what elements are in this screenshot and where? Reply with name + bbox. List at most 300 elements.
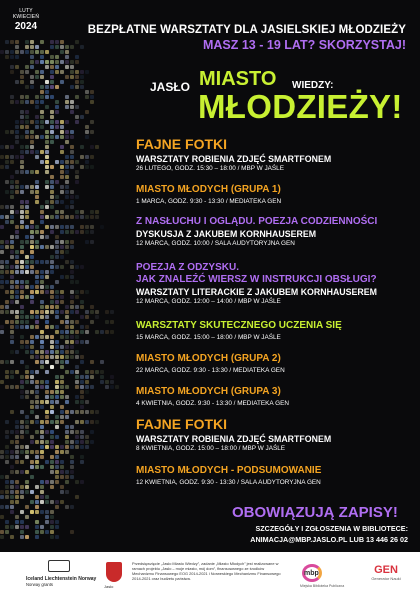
mosaic-pixel: [30, 100, 34, 104]
mosaic-pixel: [30, 465, 34, 469]
mosaic-pixel: [25, 240, 29, 244]
mosaic-pixel: [5, 50, 9, 54]
logo-wiedzy: WIEDZY:: [292, 80, 334, 91]
mosaic-pixel: [5, 420, 9, 424]
mosaic-pixel: [60, 355, 64, 359]
mosaic-pixel: [45, 440, 49, 444]
mosaic-pixel: [110, 375, 114, 379]
mosaic-pixel: [80, 445, 84, 449]
mosaic-pixel: [45, 370, 49, 374]
mosaic-pixel: [45, 145, 49, 149]
mosaic-pixel: [65, 215, 69, 219]
mosaic-pixel: [5, 485, 9, 489]
mosaic-pixel: [75, 75, 79, 79]
mosaic-pixel: [45, 150, 49, 154]
mosaic-pixel: [65, 225, 69, 229]
mosaic-pixel: [35, 390, 39, 394]
mosaic-pixel: [75, 340, 79, 344]
mosaic-pixel: [40, 280, 44, 284]
mosaic-pixel: [25, 395, 29, 399]
mosaic-pixel: [85, 440, 89, 444]
mosaic-pixel: [0, 250, 4, 254]
mosaic-pixel: [70, 505, 74, 509]
mosaic-pixel: [60, 380, 64, 384]
mosaic-pixel: [40, 210, 44, 214]
mosaic-pixel: [15, 370, 19, 374]
mosaic-pixel: [10, 410, 14, 414]
mosaic-pixel: [20, 310, 24, 314]
mosaic-pixel: [75, 120, 79, 124]
mosaic-pixel: [35, 320, 39, 324]
mosaic-pixel: [20, 445, 24, 449]
mosaic-pixel: [55, 400, 59, 404]
mosaic-pixel: [45, 355, 49, 359]
mosaic-pixel: [15, 140, 19, 144]
mosaic-pixel: [25, 235, 29, 239]
mosaic-pixel: [25, 145, 29, 149]
mosaic-pixel: [45, 160, 49, 164]
mosaic-pixel: [20, 165, 24, 169]
mosaic-pixel: [85, 315, 89, 319]
mosaic-pixel: [65, 190, 69, 194]
mosaic-pixel: [10, 325, 14, 329]
mosaic-pixel: [85, 310, 89, 314]
mosaic-pixel: [65, 350, 69, 354]
mosaic-pixel: [10, 50, 14, 54]
mosaic-pixel: [40, 465, 44, 469]
mosaic-pixel: [15, 290, 19, 294]
mosaic-pixel: [35, 105, 39, 109]
mosaic-pixel: [10, 335, 14, 339]
mosaic-pixel: [65, 490, 69, 494]
mosaic-pixel: [50, 305, 54, 309]
mosaic-pixel: [95, 310, 99, 314]
mosaic-pixel: [70, 45, 74, 49]
mosaic-pixel: [100, 380, 104, 384]
mosaic-pixel: [85, 445, 89, 449]
mosaic-pixel: [20, 290, 24, 294]
date-year: 2024: [14, 21, 38, 32]
mosaic-pixel: [50, 85, 54, 89]
mosaic-pixel: [55, 420, 59, 424]
mosaic-pixel: [30, 85, 34, 89]
mosaic-pixel: [40, 75, 44, 79]
mosaic-pixel: [35, 385, 39, 389]
mosaic-pixel: [65, 505, 69, 509]
event-item: [136, 320, 416, 341]
mosaic-pixel: [90, 410, 94, 414]
mosaic-pixel: [70, 225, 74, 229]
mosaic-pixel: [40, 50, 44, 54]
mosaic-pixel: [70, 75, 74, 79]
mosaic-pixel: [50, 325, 54, 329]
mosaic-pixel: [15, 450, 19, 454]
mosaic-pixel: [50, 190, 54, 194]
mosaic-pixel: [45, 530, 49, 534]
mosaic-pixel: [35, 135, 39, 139]
mosaic-pixel: [50, 460, 54, 464]
mosaic-pixel: [20, 335, 24, 339]
mosaic-pixel: [35, 280, 39, 284]
mosaic-pixel: [25, 200, 29, 204]
mosaic-pixel: [20, 320, 24, 324]
signup-contact-link[interactable]: ANIMACJA@MBP.JASLO.PL LUB 13 446 26 02: [250, 535, 408, 544]
mosaic-pixel: [25, 115, 29, 119]
mosaic-pixel: [60, 120, 64, 124]
mosaic-pixel: [45, 185, 49, 189]
mosaic-pixel: [40, 510, 44, 514]
mosaic-pixel: [15, 50, 19, 54]
mosaic-pixel: [40, 420, 44, 424]
mosaic-pixel: [60, 450, 64, 454]
mosaic-pixel: [10, 205, 14, 209]
mosaic-pixel: [55, 65, 59, 69]
mosaic-pixel: [70, 465, 74, 469]
mosaic-pixel: [20, 155, 24, 159]
mosaic-pixel: [10, 480, 14, 484]
mosaic-pixel: [65, 205, 69, 209]
mosaic-pixel: [25, 375, 29, 379]
mosaic-pixel: [35, 275, 39, 279]
mosaic-pixel: [15, 190, 19, 194]
mosaic-pixel: [40, 260, 44, 264]
mosaic-pixel: [30, 225, 34, 229]
mosaic-pixel: [20, 200, 24, 204]
mosaic-pixel: [35, 45, 39, 49]
mosaic-pixel: [0, 535, 4, 539]
event-item: [136, 184, 416, 205]
mosaic-pixel: [30, 500, 34, 504]
mosaic-pixel: [60, 225, 64, 229]
mosaic-pixel: [80, 290, 84, 294]
mosaic-pixel: [65, 475, 69, 479]
mosaic-pixel: [45, 360, 49, 364]
mosaic-pixel: [80, 435, 84, 439]
event-subtitle: DYSKUSJA Z JAKUBEM KORNHAUSEREM: [136, 229, 317, 239]
mosaic-pixel: [70, 440, 74, 444]
mosaic-pixel: [70, 290, 74, 294]
mosaic-pixel: [75, 215, 79, 219]
mosaic-pixel: [5, 455, 9, 459]
mosaic-pixel: [80, 385, 84, 389]
mosaic-pixel: [85, 240, 89, 244]
mosaic-pixel: [35, 75, 39, 79]
mosaic-pixel: [80, 395, 84, 399]
mosaic-pixel: [35, 185, 39, 189]
mosaic-pixel: [75, 295, 79, 299]
mosaic-pixel: [85, 400, 89, 404]
mosaic-pixel: [70, 355, 74, 359]
mosaic-pixel: [65, 275, 69, 279]
mosaic-pixel: [0, 270, 4, 274]
mosaic-pixel: [85, 380, 89, 384]
mosaic-pixel: [75, 195, 79, 199]
mosaic-pixel: [5, 180, 9, 184]
mosaic-pixel: [50, 120, 54, 124]
mosaic-pixel: [25, 430, 29, 434]
mosaic-pixel: [0, 225, 4, 229]
mosaic-pixel: [15, 130, 19, 134]
mosaic-pixel: [65, 165, 69, 169]
mosaic-pixel: [80, 340, 84, 344]
mosaic-pixel: [40, 205, 44, 209]
mosaic-pixel: [15, 455, 19, 459]
mosaic-pixel: [70, 205, 74, 209]
mosaic-pixel: [25, 255, 29, 259]
mosaic-pixel: [55, 265, 59, 269]
mosaic-pixel: [50, 445, 54, 449]
mosaic-pixel: [35, 285, 39, 289]
mosaic-pixel: [75, 80, 79, 84]
mosaic-pixel: [80, 305, 84, 309]
mosaic-pixel: [55, 305, 59, 309]
mosaic-pixel: [60, 45, 64, 49]
mosaic-pixel: [60, 465, 64, 469]
mosaic-pixel: [30, 475, 34, 479]
mosaic-pixel: [30, 55, 34, 59]
mosaic-pixel: [75, 335, 79, 339]
mosaic-pixel: [20, 435, 24, 439]
mosaic-pixel: [25, 295, 29, 299]
mosaic-pixel: [85, 435, 89, 439]
mosaic-pixel: [30, 75, 34, 79]
mosaic-pixel: [0, 305, 4, 309]
mosaic-pixel: [40, 310, 44, 314]
mosaic-pixel: [35, 530, 39, 534]
mosaic-pixel: [50, 455, 54, 459]
grants-mark-icon: [48, 560, 70, 572]
mosaic-pixel: [55, 360, 59, 364]
mosaic-pixel: [75, 290, 79, 294]
mosaic-pixel: [40, 315, 44, 319]
mosaic-pixel: [0, 275, 4, 279]
mosaic-pixel: [5, 160, 9, 164]
mosaic-pixel: [80, 355, 84, 359]
generator-nauki-logo: [366, 564, 406, 590]
mosaic-pixel: [5, 445, 9, 449]
mosaic-pixel: [65, 470, 69, 474]
mosaic-pixel: [90, 320, 94, 324]
mosaic-pixel: [65, 45, 69, 49]
mosaic-pixel: [20, 110, 24, 114]
mosaic-pixel: [65, 330, 69, 334]
mosaic-pixel: [85, 390, 89, 394]
mosaic-pixel: [65, 135, 69, 139]
mosaic-pixel: [110, 385, 114, 389]
mosaic-pixel: [5, 310, 9, 314]
event-item: [136, 465, 416, 486]
mosaic-pixel: [70, 470, 74, 474]
mosaic-pixel: [20, 410, 24, 414]
mosaic-pixel: [70, 100, 74, 104]
mosaic-pixel: [55, 55, 59, 59]
mosaic-pixel: [65, 250, 69, 254]
grants-logo-line1: Iceland Liechtenstein Norway: [26, 576, 97, 582]
mosaic-pixel: [80, 360, 84, 364]
mosaic-pixel: [85, 290, 89, 294]
mosaic-pixel: [55, 180, 59, 184]
mosaic-pixel: [15, 45, 19, 49]
mosaic-pixel: [70, 190, 74, 194]
mosaic-pixel: [40, 365, 44, 369]
mosaic-pixel: [55, 225, 59, 229]
mosaic-pixel: [10, 375, 14, 379]
mosaic-pixel: [10, 65, 14, 69]
mosaic-pixel: [50, 110, 54, 114]
mosaic-pixel: [20, 395, 24, 399]
mosaic-pixel: [70, 240, 74, 244]
mosaic-pixel: [10, 295, 14, 299]
mosaic-pixel: [40, 490, 44, 494]
mosaic-pixel: [65, 95, 69, 99]
mosaic-pixel: [15, 525, 19, 529]
mosaic-pixel: [15, 320, 19, 324]
mosaic-pixel: [25, 225, 29, 229]
mosaic-pixel: [5, 130, 9, 134]
mosaic-pixel: [45, 495, 49, 499]
mosaic-pixel: [20, 50, 24, 54]
mosaic-pixel: [90, 370, 94, 374]
mosaic-pixel: [10, 470, 14, 474]
mosaic-pixel: [20, 510, 24, 514]
mosaic-pixel: [15, 265, 19, 269]
mosaic-pixel: [25, 170, 29, 174]
mosaic-pixel: [50, 515, 54, 519]
mosaic-pixel: [70, 260, 74, 264]
mosaic-pixel: [45, 460, 49, 464]
mosaic-pixel: [55, 290, 59, 294]
mosaic-pixel: [15, 65, 19, 69]
mosaic-pixel: [40, 85, 44, 89]
mosaic-pixel: [10, 285, 14, 289]
mosaic-pixel: [70, 310, 74, 314]
mosaic-pixel: [55, 470, 59, 474]
mosaic-pixel: [60, 385, 64, 389]
mosaic-pixel: [20, 185, 24, 189]
mosaic-pixel: [30, 345, 34, 349]
mosaic-pixel: [5, 520, 9, 524]
mosaic-pixel: [20, 450, 24, 454]
mosaic-pixel: [75, 400, 79, 404]
mosaic-pixel: [5, 450, 9, 454]
mosaic-pixel: [70, 65, 74, 69]
mosaic-pixel: [25, 65, 29, 69]
mosaic-pixel: [70, 195, 74, 199]
mosaic-pixel: [20, 305, 24, 309]
mosaic-pixel: [100, 330, 104, 334]
mosaic-pixel: [70, 270, 74, 274]
mosaic-pixel: [75, 55, 79, 59]
mosaic-pixel: [50, 400, 54, 404]
mosaic-pixel: [10, 70, 14, 74]
mosaic-pixel: [70, 425, 74, 429]
mosaic-pixel: [55, 350, 59, 354]
mosaic-pixel: [5, 280, 9, 284]
mosaic-pixel: [50, 310, 54, 314]
mosaic-pixel: [40, 160, 44, 164]
mosaic-pixel: [10, 265, 14, 269]
mosaic-pixel: [60, 500, 64, 504]
mosaic-pixel: [100, 225, 104, 229]
mosaic-pixel: [75, 60, 79, 64]
mosaic-pixel: [60, 145, 64, 149]
mosaic-pixel: [10, 100, 14, 104]
mosaic-pixel: [45, 270, 49, 274]
mosaic-pixel: [20, 375, 24, 379]
mosaic-pixel: [20, 385, 24, 389]
mosaic-pixel: [80, 45, 84, 49]
mosaic-pixel: [60, 80, 64, 84]
mosaic-pixel: [55, 125, 59, 129]
mosaic-pixel: [5, 490, 9, 494]
mosaic-pixel: [25, 425, 29, 429]
mosaic-pixel: [5, 40, 9, 44]
mosaic-pixel: [55, 425, 59, 429]
mosaic-pixel: [50, 390, 54, 394]
event-subtitle: WARSZTATY ROBIENIA ZDJĘĆ SMARTFONEM: [136, 434, 332, 444]
mosaic-pixel: [20, 150, 24, 154]
mosaic-pixel: [35, 230, 39, 234]
mosaic-pixel: [90, 130, 94, 134]
mosaic-pixel: [35, 380, 39, 384]
mosaic-pixel: [20, 265, 24, 269]
mosaic-pixel: [15, 485, 19, 489]
mosaic-pixel: [40, 430, 44, 434]
mosaic-pixel: [30, 190, 34, 194]
mosaic-pixel: [30, 240, 34, 244]
mosaic-pixel: [25, 40, 29, 44]
mosaic-pixel: [55, 40, 59, 44]
mosaic-pixel: [30, 355, 34, 359]
mosaic-pixel: [75, 380, 79, 384]
mosaic-pixel: [80, 325, 84, 329]
mosaic-pixel: [5, 165, 9, 169]
mosaic-pixel: [0, 325, 4, 329]
mosaic-pixel: [55, 455, 59, 459]
mosaic-pixel: [25, 260, 29, 264]
mosaic-pixel: [20, 430, 24, 434]
mosaic-pixel: [55, 200, 59, 204]
signup-headline: OBOWIĄZUJĄ ZAPISY!: [232, 504, 398, 521]
mosaic-pixel: [60, 395, 64, 399]
mosaic-pixel: [25, 130, 29, 134]
mosaic-pixel: [35, 460, 39, 464]
mosaic-pixel: [10, 185, 14, 189]
mosaic-pixel: [65, 315, 69, 319]
mosaic-pixel: [10, 465, 14, 469]
mosaic-pixel: [40, 100, 44, 104]
mosaic-pixel: [25, 370, 29, 374]
mosaic-pixel: [75, 310, 79, 314]
mosaic-pixel: [20, 145, 24, 149]
event-details: 12 KWIETNIA, GODZ. 9:30 - 13:30 / SALA AUDYTORYJNA GEN: [136, 479, 321, 486]
mosaic-pixel: [25, 185, 29, 189]
mosaic-pixel: [15, 520, 19, 524]
mosaic-pixel: [70, 305, 74, 309]
mosaic-pixel: [30, 370, 34, 374]
mosaic-pixel: [50, 260, 54, 264]
mosaic-pixel: [70, 350, 74, 354]
mosaic-pixel: [35, 395, 39, 399]
mosaic-pixel: [35, 60, 39, 64]
mosaic-pixel: [80, 480, 84, 484]
mosaic-pixel: [55, 505, 59, 509]
mosaic-pixel: [25, 135, 29, 139]
mosaic-pixel: [75, 280, 79, 284]
mosaic-pixel: [5, 480, 9, 484]
mosaic-pixel: [25, 125, 29, 129]
mosaic-pixel: [20, 95, 24, 99]
